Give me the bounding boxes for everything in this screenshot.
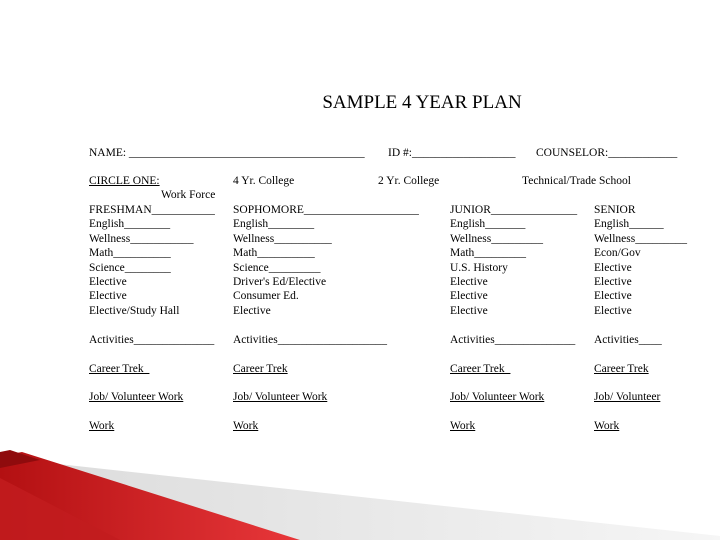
list-item: Elective/Study Hall	[89, 304, 180, 317]
list-item: English________	[89, 218, 171, 231]
name-field: NAME: _________________________________________	[89, 147, 365, 159]
list-item: Econ/Gov	[594, 247, 641, 260]
junior-column	[450, 203, 577, 318]
senior-heading: SENIOR	[594, 204, 636, 216]
work-freshman: Work	[89, 420, 115, 432]
activities-senior: Activities____	[594, 334, 662, 346]
list-item: Elective	[450, 290, 488, 303]
list-item: Driver's Ed/Elective	[233, 276, 327, 289]
senior-column	[594, 203, 687, 318]
work-sophomore: Work	[233, 420, 259, 432]
circle-one-label: CIRCLE ONE:	[89, 175, 160, 187]
list-item: Science________	[89, 261, 171, 274]
sophomore-column	[233, 203, 419, 318]
career-trek-sophomore: Career Trek	[233, 363, 288, 375]
list-item: Elective	[233, 304, 271, 317]
list-item: Elective	[594, 276, 632, 289]
list-item: Elective	[594, 261, 632, 274]
junior-heading: JUNIOR_______________	[450, 204, 578, 216]
list-item: Elective	[594, 304, 632, 317]
list-item: Elective	[89, 276, 127, 289]
freshman-column	[89, 203, 215, 318]
list-item: Wellness___________	[89, 232, 194, 245]
option-2yr-college: 2 Yr. College	[378, 175, 440, 187]
list-item: Wellness_________	[594, 232, 687, 245]
list-item: Elective	[450, 276, 488, 289]
activities-sophomore: Activities___________________	[233, 334, 387, 346]
list-item: Math_________	[450, 247, 527, 260]
list-item: Elective	[594, 290, 632, 303]
job-volunteer-junior: Job/ Volunteer Work	[450, 391, 545, 403]
list-item: Elective	[89, 290, 127, 303]
list-item: Consumer Ed.	[233, 290, 299, 303]
work-junior: Work	[450, 420, 476, 432]
freshman-heading: FRESHMAN___________	[89, 204, 215, 216]
activities-freshman: Activities______________	[89, 334, 215, 346]
option-work-force: Work Force	[161, 189, 216, 201]
list-item: English______	[594, 218, 664, 231]
job-volunteer-freshman: Job/ Volunteer Work	[89, 391, 184, 403]
page-title: SAMPLE 4 YEAR PLAN	[322, 92, 522, 113]
list-item: Wellness__________	[233, 232, 332, 245]
list-item: Science_________	[233, 261, 321, 274]
work-senior: Work	[594, 420, 620, 432]
job-volunteer-sophomore: Job/ Volunteer Work	[233, 391, 328, 403]
list-item: Elective	[450, 304, 488, 317]
list-item: Math__________	[89, 247, 171, 260]
career-trek-senior: Career Trek	[594, 363, 649, 375]
career-trek-freshman: Career Trek_	[89, 363, 150, 375]
option-technical-school: Technical/Trade School	[522, 175, 631, 187]
career-trek-junior: Career Trek_	[450, 363, 511, 375]
job-volunteer-senior: Job/ Volunteer	[594, 391, 661, 403]
list-item: English________	[233, 218, 315, 231]
activities-junior: Activities______________	[450, 334, 576, 346]
list-item: English_______	[450, 218, 526, 231]
id-field: ID #:__________________	[388, 147, 516, 159]
option-4yr-college: 4 Yr. College	[233, 175, 295, 187]
list-item: U.S. History	[450, 261, 508, 274]
sophomore-heading: SOPHOMORE____________________	[233, 204, 419, 216]
list-item: Wellness_________	[450, 232, 543, 245]
decorative-swoosh	[0, 450, 720, 540]
list-item: Math__________	[233, 247, 315, 260]
counselor-field: COUNSELOR:____________	[536, 147, 678, 159]
